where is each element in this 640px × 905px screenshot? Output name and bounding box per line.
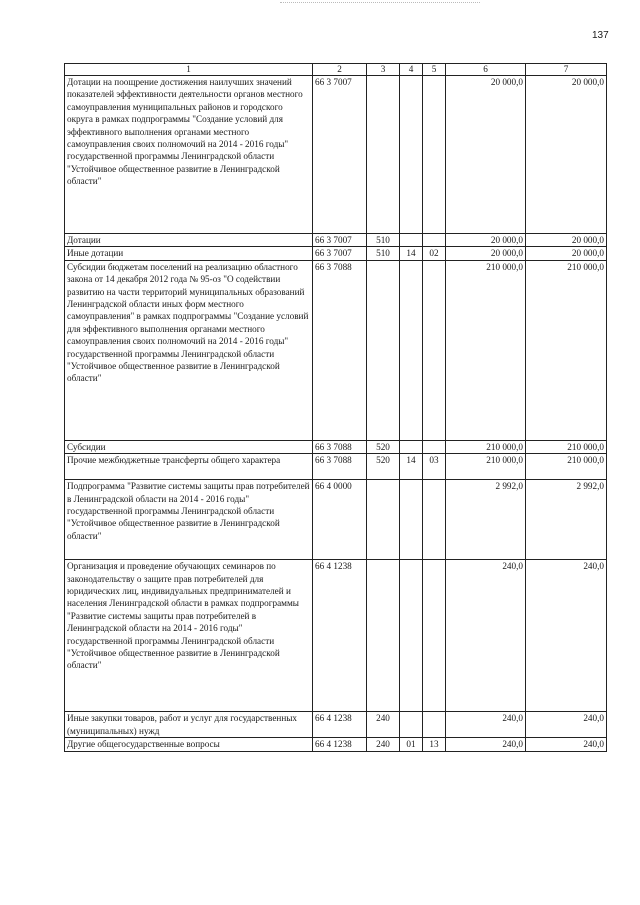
row-rz — [400, 260, 423, 440]
row-rz — [400, 480, 423, 560]
row-pr — [423, 712, 446, 738]
row-name: Иные закупки товаров, работ и услуг для государственных (муниципальных) нужд — [65, 712, 313, 738]
row-code: 66 3 7088 — [313, 440, 367, 453]
table-row — [65, 480, 607, 560]
table-row — [65, 560, 607, 712]
row-sum-2: 2 992,0 — [526, 480, 607, 560]
row-name: Иные дотации — [65, 247, 313, 260]
column-header: 1 — [65, 64, 313, 76]
row-name: Подпрограмма "Развитие системы защиты прав потребителей в Ленинградской области на 2014 - 2016 годы" государственной программы Ленинградской области "Устойчивое общественное развитие в Ленинградской области" — [65, 480, 313, 560]
budget-table — [64, 63, 607, 752]
row-sum-1: 20 000,0 — [446, 76, 526, 234]
table-row — [65, 76, 607, 234]
row-code: 66 4 0000 — [313, 480, 367, 560]
table-row — [65, 234, 607, 247]
row-code: 66 3 7007 — [313, 234, 367, 247]
column-header: 4 — [400, 64, 423, 76]
row-pr — [423, 234, 446, 247]
row-vr: 240 — [367, 712, 400, 738]
row-sum-1: 2 992,0 — [446, 480, 526, 560]
row-rz: 01 — [400, 738, 423, 751]
column-header: 6 — [446, 64, 526, 76]
table-row — [65, 440, 607, 453]
row-sum-2: 210 000,0 — [526, 454, 607, 480]
row-vr: 510 — [367, 234, 400, 247]
row-code: 66 3 7007 — [313, 76, 367, 234]
column-header: 2 — [313, 64, 367, 76]
row-rz — [400, 234, 423, 247]
row-rz — [400, 440, 423, 453]
row-name: Субсидии бюджетам поселений на реализацию областного закона от 14 декабря 2012 года № 95-оз "О содействии развитию на части территорий муниципальных образований Ленинградской области иных форм местного самоуправления" в рамках подпрограммы "Создание условий для эффективного выполнения органами местного самоуправления своих полномочий на 2014 - 2016 годы" государственной программы Ленинградской области "Устойчивое общественное развитие в Ленинградской области" — [65, 260, 313, 440]
row-name: Другие общегосударственные вопросы — [65, 738, 313, 751]
table-row — [65, 712, 607, 738]
row-vr: 240 — [367, 738, 400, 751]
table-row — [65, 260, 607, 440]
table-header-row — [65, 64, 607, 76]
row-sum-1: 210 000,0 — [446, 440, 526, 453]
row-name: Прочие межбюджетные трансферты общего характера — [65, 454, 313, 480]
row-sum-1: 20 000,0 — [446, 247, 526, 260]
row-pr: 03 — [423, 454, 446, 480]
row-code: 66 4 1238 — [313, 738, 367, 751]
row-sum-2: 20 000,0 — [526, 76, 607, 234]
row-vr — [367, 560, 400, 712]
column-header: 5 — [423, 64, 446, 76]
row-name: Дотации — [65, 234, 313, 247]
row-vr: 520 — [367, 454, 400, 480]
scan-artifact — [280, 2, 480, 7]
row-pr: 13 — [423, 738, 446, 751]
row-rz — [400, 76, 423, 234]
row-pr: 02 — [423, 247, 446, 260]
row-vr: 510 — [367, 247, 400, 260]
row-sum-1: 240,0 — [446, 738, 526, 751]
row-sum-2: 210 000,0 — [526, 260, 607, 440]
row-sum-2: 240,0 — [526, 560, 607, 712]
table-row — [65, 454, 607, 480]
row-sum-1: 210 000,0 — [446, 454, 526, 480]
row-code: 66 4 1238 — [313, 712, 367, 738]
row-rz — [400, 560, 423, 712]
row-name: Дотации на поощрение достижения наилучших значений показателей эффективности деятельности органов местного самоуправления муниципальных районов и городского округа в рамках подпрограммы "Создание условий для эффективного выполнения органами местного самоуправления своих полномочий на 2014 - 2016 годы" государственной программы Ленинградской области "Устойчивое общественное развитие в Ленинградской области" — [65, 76, 313, 234]
row-pr — [423, 560, 446, 712]
row-sum-1: 240,0 — [446, 560, 526, 712]
row-pr — [423, 480, 446, 560]
row-rz: 14 — [400, 454, 423, 480]
row-pr — [423, 76, 446, 234]
row-rz: 14 — [400, 247, 423, 260]
row-vr — [367, 260, 400, 440]
row-sum-1: 210 000,0 — [446, 260, 526, 440]
row-name: Субсидии — [65, 440, 313, 453]
row-sum-2: 240,0 — [526, 712, 607, 738]
row-pr — [423, 260, 446, 440]
page-number: 137 — [592, 30, 609, 41]
row-sum-1: 20 000,0 — [446, 234, 526, 247]
row-code: 66 3 7088 — [313, 260, 367, 440]
row-name: Организация и проведение обучающих семинаров по законодательству о защите прав потребителей для юридических лиц, индивидуальных предпринимателей и населения Ленинградской области в рамках подпрограммы "Развитие системы защиты прав потребителей в Ленинградской области на 2014 - 2016 годы" государственной программы Ленинградской области "Устойчивое общественное развитие в Ленинградской области" — [65, 560, 313, 712]
column-header: 3 — [367, 64, 400, 76]
row-vr: 520 — [367, 440, 400, 453]
row-sum-2: 240,0 — [526, 738, 607, 751]
table-row — [65, 738, 607, 751]
row-vr — [367, 480, 400, 560]
row-code: 66 4 1238 — [313, 560, 367, 712]
row-rz — [400, 712, 423, 738]
row-code: 66 3 7088 — [313, 454, 367, 480]
column-header: 7 — [526, 64, 607, 76]
row-sum-2: 20 000,0 — [526, 234, 607, 247]
row-sum-1: 240,0 — [446, 712, 526, 738]
table-row — [65, 247, 607, 260]
row-sum-2: 210 000,0 — [526, 440, 607, 453]
row-vr — [367, 76, 400, 234]
row-sum-2: 20 000,0 — [526, 247, 607, 260]
row-pr — [423, 440, 446, 453]
row-code: 66 3 7007 — [313, 247, 367, 260]
